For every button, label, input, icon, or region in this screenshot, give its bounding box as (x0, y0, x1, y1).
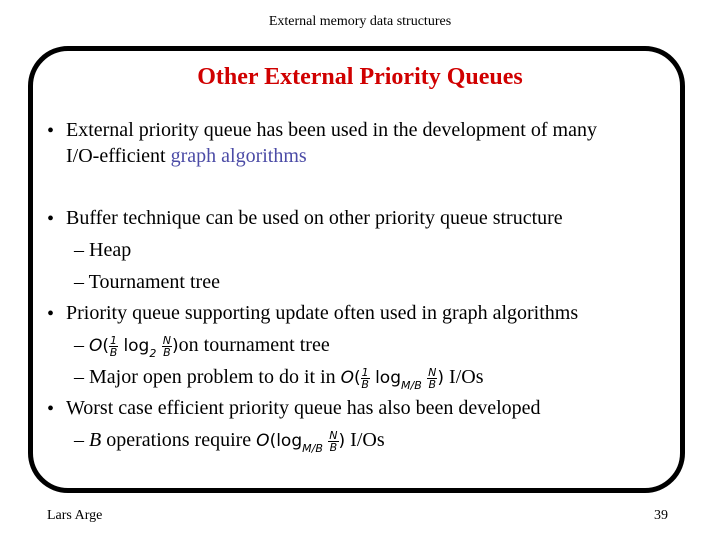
variable-b: B (89, 429, 102, 451)
sub-item-update-bound-text: on tournament tree (178, 334, 330, 356)
formula-worst-case: $O(\log_{M/B}$ $\frac{N}{B}$ ) (256, 428, 346, 455)
sub-item-tournament-tree (74, 270, 220, 294)
page-number: 39 (654, 508, 668, 523)
bullet-marker: • (47, 120, 55, 142)
footer-author: Lars Arge (47, 508, 103, 523)
formula-open-problem: O( $\frac{1}{B}$ $\log_{M/B}$ $\frac{N}{B}$ ) (340, 365, 445, 392)
sub-item-tournament-tree-text: Tournament tree (88, 271, 220, 293)
dash: – (74, 271, 84, 293)
sub-item-open-problem-text: Major open problem to do it in (89, 366, 336, 388)
slide-title: Other External Priority Queues (197, 64, 523, 90)
sub-item-update-bound (74, 333, 330, 366)
dash: – (74, 366, 84, 388)
bullet-marker: • (47, 208, 55, 230)
dash: – (74, 429, 84, 451)
sub-item-heap (74, 238, 131, 262)
sub-item-worst-case-text: operations require (106, 429, 252, 451)
sub-item-open-problem-suffix: I/Os (449, 366, 484, 388)
sub-item-heap-text: Heap (89, 239, 132, 261)
dash: – (74, 239, 84, 261)
bullet-marker: • (47, 303, 55, 325)
slide-header: External memory data structures (268, 14, 452, 29)
bullet-4-line: Worst case efficient priority queue has also been developed (66, 397, 541, 419)
graph-algorithms-link: graph algorithms (170, 145, 307, 167)
sub-item-worst-case (74, 428, 385, 461)
formula-update-bound: O( $\frac{1}{B}$ $\log_2$ $\frac{N}{B}$ ) (89, 333, 179, 360)
sub-item-worst-case-suffix: I/Os (350, 429, 385, 451)
dash: – (74, 334, 84, 356)
sub-item-open-problem (74, 365, 483, 398)
bullet-marker: • (47, 398, 55, 420)
bullet-1-line-2 (66, 144, 307, 168)
bullet-2-line: Buffer technique can be used on other priority queue structure (66, 207, 563, 229)
bullet-1-line-1: External priority queue has been used in the development of many (66, 119, 597, 141)
bullet-3-line: Priority queue supporting update often used in graph algorithms (66, 302, 579, 324)
bullet-1-line-2-text: I/O-efficient (66, 145, 171, 167)
